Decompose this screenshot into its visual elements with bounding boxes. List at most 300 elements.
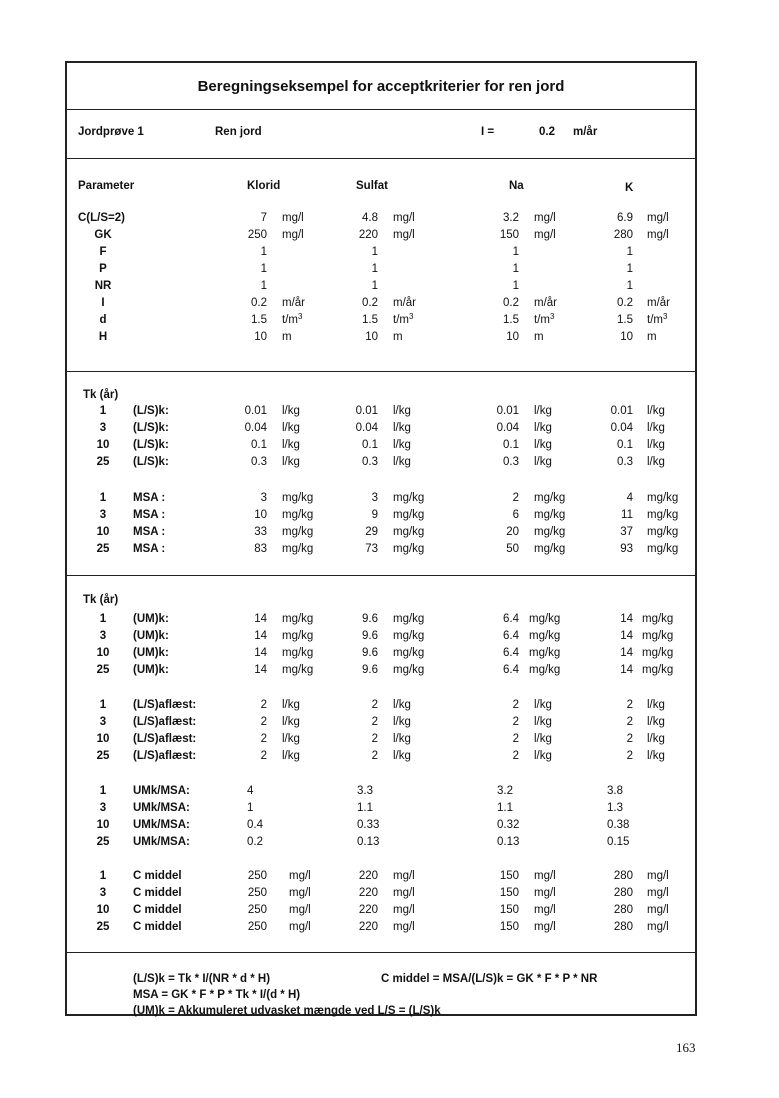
ls-unit: l/kg	[282, 422, 300, 434]
param-label: d	[99, 314, 107, 326]
ls-value: 0.04	[244, 422, 267, 434]
msa-unit: mg/kg	[534, 543, 566, 555]
ummsa-value: 0.32	[497, 819, 520, 831]
param-value: 10	[365, 331, 378, 343]
param-unit: mg/l	[393, 212, 415, 224]
msa-unit: mg/kg	[393, 543, 425, 555]
param-value: 150	[499, 229, 519, 241]
soil-label: Ren jord	[215, 126, 262, 138]
table-frame	[65, 61, 697, 1016]
ummsa-value: 1.1	[357, 802, 373, 814]
msa-value: 29	[365, 526, 378, 538]
param-unit: $t/m^3$	[647, 312, 668, 326]
um-unit: mg/kg	[529, 630, 561, 642]
cmid-unit: mg/l	[534, 904, 556, 916]
formula-cmiddel: C middel = MSA/(L/S)k = GK * F * P * NR	[381, 973, 598, 985]
param-label: NR	[94, 280, 112, 292]
msa-value: 10	[254, 509, 267, 521]
param-value: 1.5	[251, 314, 267, 326]
param-value: 1.5	[503, 314, 519, 326]
lsaf-unit: l/kg	[647, 750, 665, 762]
msa-value: 50	[506, 543, 519, 555]
ls-label: (L/S)k:	[133, 456, 169, 468]
lsaf-value: 2	[371, 733, 378, 745]
lsaf-unit: l/kg	[282, 716, 300, 728]
lsaf-value: 2	[260, 750, 267, 762]
col-k: K	[625, 182, 634, 194]
cmid-label: C middel	[133, 921, 182, 933]
um-value: 14	[254, 630, 267, 642]
divider	[67, 109, 695, 110]
msa-unit: mg/kg	[282, 509, 314, 521]
ummsa-value: 1.3	[607, 802, 623, 814]
um-unit: mg/kg	[393, 630, 425, 642]
tk-value: 10	[96, 819, 110, 831]
cmid-value: 250	[247, 887, 267, 899]
ls-value: 0.01	[610, 405, 633, 417]
ummsa-value: 1	[247, 802, 254, 814]
msa-value: 11	[621, 509, 633, 521]
tk-value: 1	[99, 613, 107, 625]
cmid-unit: mg/l	[289, 921, 311, 933]
cmid-value: 280	[613, 904, 633, 916]
tk-value: 3	[99, 716, 107, 728]
ls-unit: l/kg	[282, 456, 300, 468]
cmid-unit: mg/l	[534, 870, 556, 882]
cmid-unit: mg/l	[647, 870, 669, 882]
page-title: Beregningseksempel for acceptkriterier for ren jord	[197, 78, 565, 95]
um-unit: mg/kg	[642, 647, 674, 659]
param-value: 1	[371, 280, 378, 292]
tk-value: 1	[99, 492, 107, 504]
param-value: 1	[512, 263, 519, 275]
divider	[67, 158, 695, 159]
param-value: 1	[626, 263, 633, 275]
lsaf-value: 2	[626, 716, 633, 728]
lsaf-value: 2	[626, 733, 633, 745]
cmid-value: 250	[247, 904, 267, 916]
param-unit: m	[282, 331, 292, 343]
tk-header: Tk (år)	[83, 594, 119, 606]
um-unit: mg/kg	[282, 647, 314, 659]
msa-unit: mg/kg	[647, 492, 679, 504]
param-value: 10	[254, 331, 267, 343]
formula-ls: (L/S)k = Tk * I/(NR * d * H)	[133, 973, 271, 985]
param-value: 0.2	[251, 297, 267, 309]
ummsa-value: 0.38	[607, 819, 630, 831]
um-unit: mg/kg	[393, 613, 425, 625]
cmid-unit: mg/l	[647, 904, 669, 916]
msa-value: 3	[371, 492, 378, 504]
msa-value: 4	[626, 492, 633, 504]
um-unit: mg/kg	[642, 613, 674, 625]
um-value: 9.6	[362, 630, 378, 642]
msa-unit: mg/kg	[534, 509, 566, 521]
lsaf-unit: l/kg	[534, 733, 552, 745]
param-unit: $t/m^3$	[393, 312, 414, 326]
param-label: C(L/S=2)	[78, 212, 125, 224]
cmid-value: 280	[613, 921, 633, 933]
param-unit: mg/l	[282, 229, 304, 241]
ls-value: 0.1	[503, 439, 519, 451]
um-unit: mg/kg	[529, 613, 561, 625]
um-value: 14	[620, 647, 633, 659]
msa-unit: mg/kg	[393, 492, 425, 504]
lsaf-value: 2	[512, 733, 519, 745]
lsaf-value: 2	[260, 733, 267, 745]
cmid-unit: mg/l	[647, 921, 669, 933]
lsaf-unit: l/kg	[393, 716, 411, 728]
param-value: 1	[260, 246, 267, 258]
um-value: 9.6	[362, 647, 378, 659]
param-unit: mg/l	[534, 212, 556, 224]
lsaf-value: 2	[260, 716, 267, 728]
tk-header: Tk (år)	[83, 389, 119, 401]
ummsa-label: UMk/MSA:	[133, 785, 190, 797]
param-unit: $t/m^3$	[282, 312, 303, 326]
ls-unit: l/kg	[534, 422, 552, 434]
msa-label: MSA :	[133, 492, 166, 504]
cmid-unit: mg/l	[289, 904, 311, 916]
param-value: 1	[626, 246, 633, 258]
param-label: P	[99, 263, 107, 275]
cmid-label: C middel	[133, 887, 182, 899]
ls-value: 0.04	[355, 422, 378, 434]
col-na: Na	[509, 180, 524, 192]
tk-value: 3	[99, 422, 107, 434]
param-value: 0.2	[617, 297, 633, 309]
ls-unit: l/kg	[282, 405, 300, 417]
msa-label: MSA :	[133, 543, 166, 555]
param-value: 1	[260, 263, 267, 275]
msa-value: 33	[254, 526, 267, 538]
cmid-value: 150	[499, 870, 519, 882]
um-unit: mg/kg	[282, 630, 314, 642]
tk-value: 1	[99, 405, 107, 417]
um-label: (UM)k:	[133, 613, 169, 625]
lsaf-label: (L/S)aflæst:	[133, 716, 197, 728]
lsaf-value: 2	[512, 750, 519, 762]
param-value: 1	[512, 246, 519, 258]
ummsa-value: 0.15	[607, 836, 630, 848]
param-value: 280	[613, 229, 633, 241]
tk-value: 25	[96, 921, 110, 933]
param-value: 10	[620, 331, 633, 343]
ls-unit: l/kg	[647, 456, 665, 468]
lsaf-unit: l/kg	[647, 699, 665, 711]
ls-value: 0.04	[496, 422, 519, 434]
ummsa-value: 0.4	[247, 819, 263, 831]
lsaf-unit: l/kg	[647, 733, 665, 745]
param-value: 3.2	[503, 212, 519, 224]
cmid-value: 220	[358, 887, 378, 899]
ls-value: 0.01	[244, 405, 267, 417]
lsaf-unit: l/kg	[393, 733, 411, 745]
um-value: 9.6	[362, 613, 378, 625]
cmid-unit: mg/l	[534, 921, 556, 933]
msa-value: 6	[512, 509, 519, 521]
param-value: 1	[512, 280, 519, 292]
ls-unit: l/kg	[393, 422, 411, 434]
tk-value: 25	[96, 664, 110, 676]
um-label: (UM)k:	[133, 664, 169, 676]
msa-label: MSA :	[133, 526, 166, 538]
um-label: (UM)k:	[133, 630, 169, 642]
param-unit: m	[647, 331, 657, 343]
cmid-value: 250	[247, 921, 267, 933]
msa-unit: mg/kg	[647, 509, 679, 521]
um-value: 6.4	[503, 613, 519, 625]
param-label: GK	[94, 229, 112, 241]
ummsa-value: 3.3	[357, 785, 373, 797]
ummsa-value: 4	[247, 785, 254, 797]
msa-value: 20	[506, 526, 519, 538]
ls-value: 0.04	[610, 422, 633, 434]
ls-unit: l/kg	[534, 439, 552, 451]
tk-value: 10	[96, 733, 110, 745]
param-unit: m	[534, 331, 544, 343]
msa-unit: mg/kg	[534, 526, 566, 538]
um-unit: mg/kg	[282, 613, 314, 625]
cmid-unit: mg/l	[393, 921, 415, 933]
ls-unit: l/kg	[393, 439, 411, 451]
tk-value: 1	[99, 699, 107, 711]
msa-unit: mg/kg	[534, 492, 566, 504]
lsaf-unit: l/kg	[282, 750, 300, 762]
i-unit: m/år	[573, 126, 598, 138]
um-value: 6.4	[503, 647, 519, 659]
msa-unit: mg/kg	[282, 526, 314, 538]
tk-value: 10	[96, 526, 110, 538]
page-number: 163	[676, 1040, 696, 1055]
tk-value: 25	[96, 836, 110, 848]
lsaf-unit: l/kg	[534, 716, 552, 728]
lsaf-unit: l/kg	[534, 699, 552, 711]
parameter-header: Parameter	[78, 180, 135, 192]
param-value: 10	[506, 331, 519, 343]
lsaf-unit: l/kg	[534, 750, 552, 762]
lsaf-value: 2	[512, 699, 519, 711]
msa-value: 73	[365, 543, 378, 555]
cmid-value: 150	[499, 887, 519, 899]
param-value: 1	[371, 263, 378, 275]
param-label: F	[99, 246, 107, 258]
lsaf-label: (L/S)aflæst:	[133, 733, 197, 745]
lsaf-unit: l/kg	[282, 699, 300, 711]
ls-label: (L/S)k:	[133, 439, 169, 451]
cmid-value: 150	[499, 904, 519, 916]
um-value: 14	[620, 630, 633, 642]
param-unit: mg/l	[393, 229, 415, 241]
um-value: 14	[254, 647, 267, 659]
um-value: 9.6	[362, 664, 378, 676]
lsaf-value: 2	[626, 750, 633, 762]
ls-unit: l/kg	[534, 405, 552, 417]
param-value: 1	[371, 246, 378, 258]
ls-unit: l/kg	[647, 439, 665, 451]
param-unit: mg/l	[647, 212, 669, 224]
tk-value: 3	[99, 887, 107, 899]
tk-value: 3	[99, 802, 107, 814]
param-unit: mg/l	[282, 212, 304, 224]
ls-value: 0.1	[251, 439, 267, 451]
param-value: 0.2	[503, 297, 519, 309]
ummsa-label: UMk/MSA:	[133, 802, 190, 814]
param-unit: m	[393, 331, 403, 343]
ls-label: (L/S)k:	[133, 405, 169, 417]
param-value: 4.8	[362, 212, 378, 224]
msa-unit: mg/kg	[393, 509, 425, 521]
divider	[67, 575, 695, 576]
lsaf-unit: l/kg	[647, 716, 665, 728]
tk-value: 3	[99, 630, 107, 642]
cmid-unit: mg/l	[289, 870, 311, 882]
ls-unit: l/kg	[393, 456, 411, 468]
cmid-value: 280	[613, 887, 633, 899]
um-value: 6.4	[503, 630, 519, 642]
param-value: 1.5	[617, 314, 633, 326]
um-value: 14	[620, 613, 633, 625]
lsaf-value: 2	[371, 699, 378, 711]
tk-value: 1	[99, 870, 107, 882]
um-unit: mg/kg	[529, 664, 561, 676]
param-label: I	[101, 297, 105, 309]
tk-value: 1	[99, 785, 107, 797]
ls-unit: l/kg	[534, 456, 552, 468]
lsaf-value: 2	[371, 716, 378, 728]
cmid-label: C middel	[133, 904, 182, 916]
cmid-value: 280	[613, 870, 633, 882]
param-unit: m/år	[534, 297, 557, 309]
cmid-unit: mg/l	[393, 904, 415, 916]
col-klorid: Klorid	[247, 180, 281, 192]
lsaf-unit: l/kg	[282, 733, 300, 745]
msa-value: 93	[620, 543, 633, 555]
um-value: 14	[254, 613, 267, 625]
param-value: 7	[260, 212, 267, 224]
lsaf-value: 2	[512, 716, 519, 728]
ummsa-value: 1.1	[497, 802, 513, 814]
param-value: 1	[626, 280, 633, 292]
lsaf-value: 2	[260, 699, 267, 711]
divider	[67, 371, 695, 372]
ls-value: 0.3	[362, 456, 378, 468]
ls-unit: l/kg	[393, 405, 411, 417]
formula-msa: MSA = GK * F * P * Tk * I/(d * H)	[133, 989, 301, 1001]
tk-value: 25	[96, 543, 110, 555]
ummsa-value: 3.2	[497, 785, 513, 797]
ls-value: 0.3	[617, 456, 633, 468]
tk-value: 25	[96, 456, 110, 468]
divider	[67, 952, 695, 953]
param-value: 1.5	[362, 314, 378, 326]
lsaf-value: 2	[371, 750, 378, 762]
lsaf-label: (L/S)aflæst:	[133, 699, 197, 711]
cmid-value: 220	[358, 921, 378, 933]
cmid-value: 150	[499, 921, 519, 933]
msa-value: 2	[512, 492, 519, 504]
tk-value: 25	[96, 750, 110, 762]
ls-value: 0.3	[251, 456, 267, 468]
i-label: I =	[481, 126, 495, 138]
um-value: 14	[254, 664, 267, 676]
tk-value: 10	[96, 439, 110, 451]
ummsa-value: 0.33	[357, 819, 380, 831]
tk-value: 10	[96, 647, 110, 659]
ls-value: 0.01	[355, 405, 378, 417]
lsaf-label: (L/S)aflæst:	[133, 750, 197, 762]
msa-value: 3	[260, 492, 267, 504]
cmid-unit: mg/l	[534, 887, 556, 899]
param-unit: m/år	[282, 297, 305, 309]
cmid-value: 220	[358, 870, 378, 882]
lsaf-unit: l/kg	[393, 699, 411, 711]
um-unit: mg/kg	[642, 630, 674, 642]
param-value: 220	[358, 229, 378, 241]
param-unit: mg/l	[647, 229, 669, 241]
param-value: 0.2	[362, 297, 378, 309]
um-value: 6.4	[503, 664, 519, 676]
msa-unit: mg/kg	[647, 526, 679, 538]
ls-value: 0.01	[496, 405, 519, 417]
um-unit: mg/kg	[529, 647, 561, 659]
param-unit: mg/l	[534, 229, 556, 241]
cmid-value: 250	[247, 870, 267, 882]
formula-um: (UM)k = Akkumuleret udvasket mængde ved L/S = (L/S)k	[133, 1005, 441, 1017]
ummsa-value: 3.8	[607, 785, 623, 797]
param-unit: $t/m^3$	[534, 312, 555, 326]
ls-value: 0.1	[362, 439, 378, 451]
msa-unit: mg/kg	[282, 492, 314, 504]
param-unit: m/år	[393, 297, 416, 309]
cmid-value: 220	[358, 904, 378, 916]
ls-unit: l/kg	[647, 405, 665, 417]
ummsa-value: 0.13	[357, 836, 380, 848]
msa-unit: mg/kg	[393, 526, 425, 538]
ummsa-label: UMk/MSA:	[133, 836, 190, 848]
param-value: 1	[260, 280, 267, 292]
param-unit: m/år	[647, 297, 670, 309]
col-sulfat: Sulfat	[356, 180, 388, 192]
um-value: 14	[620, 664, 633, 676]
cmid-unit: mg/l	[647, 887, 669, 899]
param-value: 6.9	[617, 212, 633, 224]
ummsa-value: 0.13	[497, 836, 520, 848]
cmid-unit: mg/l	[393, 887, 415, 899]
ls-unit: l/kg	[647, 422, 665, 434]
ls-unit: l/kg	[282, 439, 300, 451]
um-unit: mg/kg	[282, 664, 314, 676]
param-value: 250	[247, 229, 267, 241]
msa-value: 83	[254, 543, 267, 555]
ls-value: 0.1	[617, 439, 633, 451]
lsaf-value: 2	[626, 699, 633, 711]
msa-unit: mg/kg	[647, 543, 679, 555]
ls-label: (L/S)k:	[133, 422, 169, 434]
msa-value: 9	[371, 509, 378, 521]
cmid-unit: mg/l	[393, 870, 415, 882]
um-unit: mg/kg	[393, 664, 425, 676]
um-unit: mg/kg	[642, 664, 674, 676]
msa-label: MSA :	[133, 509, 166, 521]
msa-value: 37	[620, 526, 633, 538]
tk-value: 10	[96, 904, 110, 916]
cmid-unit: mg/l	[289, 887, 311, 899]
msa-unit: mg/kg	[282, 543, 314, 555]
ummsa-label: UMk/MSA:	[133, 819, 190, 831]
ummsa-value: 0.2	[247, 836, 263, 848]
um-unit: mg/kg	[393, 647, 425, 659]
